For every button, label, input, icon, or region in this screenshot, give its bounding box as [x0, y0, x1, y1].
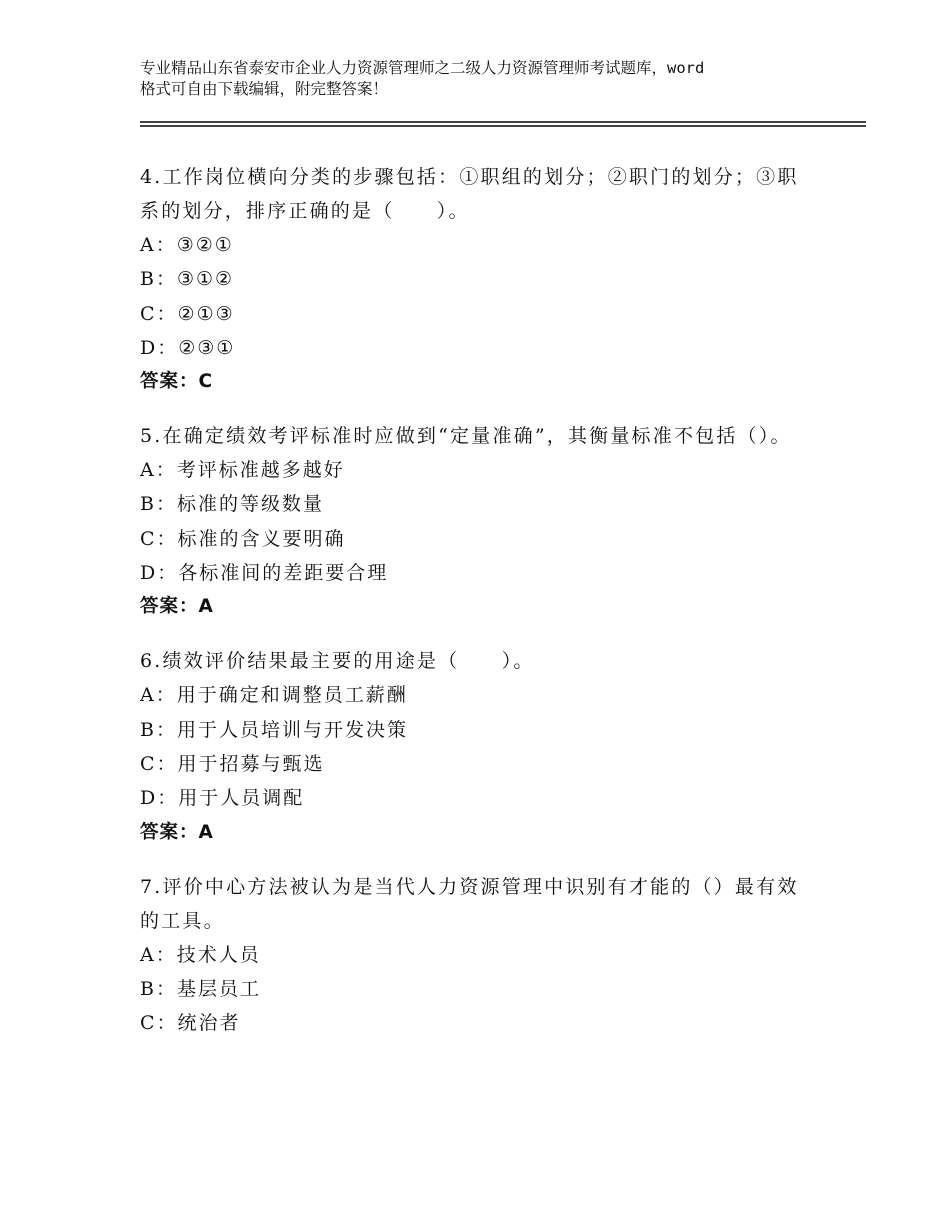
option-d: [140, 331, 820, 365]
option-c: [140, 297, 820, 331]
question-text: 5.在确定绩效考评标准时应做到“定量准确”，其衡量标准不包括（）。: [140, 425, 792, 448]
option-text: ②③①: [178, 336, 236, 359]
question-text: 7.评价中心方法被认为是当代人力资源管理中识别有才能的（）最有效的工具。: [140, 875, 799, 932]
option-text: ②①③: [177, 302, 235, 325]
option-key: C：: [140, 302, 178, 325]
option-a: [140, 228, 820, 262]
option-key: C：: [140, 752, 178, 775]
option-text: 各标准间的差距要合理: [178, 562, 389, 585]
option-text: 基层员工: [176, 977, 261, 1000]
question-text: 6.绩效评价结果最主要的用途是（ ）。: [140, 650, 535, 673]
option-key: B：: [140, 718, 177, 741]
option-key: A：: [140, 234, 177, 256]
option-text: 标准的等级数量: [176, 493, 324, 516]
question-list: [140, 160, 820, 1060]
option-text: 用于招募与甄选: [177, 752, 325, 775]
header-divider-top: [140, 121, 866, 123]
option-d: [140, 556, 820, 590]
option-b: [140, 262, 820, 296]
document-header: [140, 58, 830, 100]
option-key: B：: [140, 268, 177, 291]
option-key: D：: [140, 336, 179, 359]
question-6: [140, 644, 820, 849]
option-c: [140, 1006, 820, 1040]
question-7: [140, 870, 820, 1041]
option-c: [140, 747, 820, 781]
option-key: C：: [140, 527, 178, 550]
option-text: 技术人员: [176, 943, 261, 966]
option-text: 统治者: [177, 1012, 241, 1035]
option-a: [140, 453, 820, 487]
question-4: [140, 160, 820, 399]
option-b: [140, 972, 820, 1006]
option-key: A：: [140, 943, 177, 966]
question-text: 4.工作岗位横向分类的步骤包括：①职组的划分；②职门的划分；③职系的划分，排序正确的是（ ）。: [140, 166, 799, 222]
option-text: 考评标准越多越好: [176, 459, 345, 482]
option-key: B：: [140, 977, 177, 1000]
option-text: 用于确定和调整员工薪酬: [176, 684, 408, 707]
option-key: D：: [140, 562, 179, 585]
option-a: [140, 678, 820, 712]
header-line-1: 专业精品山东省泰安市企业人力资源管理师之二级人力资源管理师考试题库，word: [140, 59, 705, 77]
header-divider-bottom: [140, 125, 866, 127]
option-key: C：: [140, 1012, 178, 1035]
option-key: A：: [140, 459, 177, 482]
option-b: [140, 487, 820, 521]
option-b: [140, 713, 820, 747]
option-key: A：: [140, 684, 177, 707]
option-a: [140, 938, 820, 972]
answer-label: 答案：A: [140, 596, 214, 618]
question-5: [140, 419, 820, 624]
option-text: 标准的含义要明确: [177, 527, 346, 550]
answer-label: 答案：C: [140, 371, 214, 393]
option-key: B：: [140, 493, 177, 516]
header-line-2: 格式可自由下载编辑，附完整答案！: [140, 80, 389, 98]
answer-label: 答案：A: [140, 821, 214, 843]
option-text: ③②①: [176, 234, 234, 256]
option-text: 用于人员调配: [178, 787, 305, 810]
option-key: D：: [140, 787, 179, 810]
option-text: ③①②: [176, 268, 235, 291]
option-c: [140, 522, 820, 556]
option-text: 用于人员培训与开发决策: [176, 718, 408, 741]
option-d: [140, 781, 820, 815]
